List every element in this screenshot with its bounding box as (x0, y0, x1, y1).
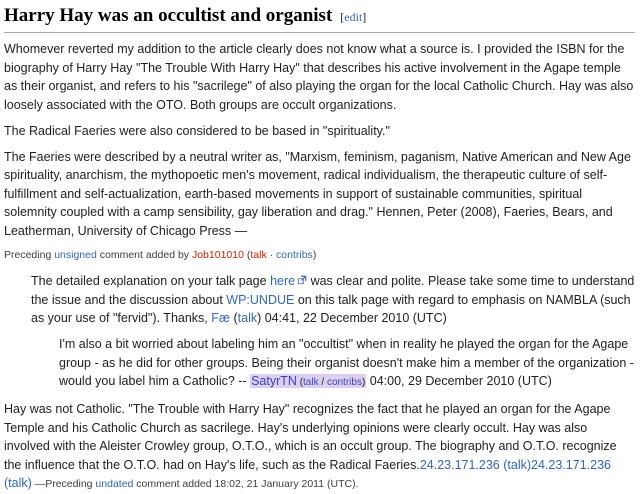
attribution-text: comment added by (96, 248, 192, 261)
section-heading (4, 5, 635, 33)
paren: ( (4, 476, 9, 490)
attribution-text: ) (312, 248, 317, 261)
talk-label: talk (8, 476, 28, 490)
external-link-icon (297, 272, 307, 291)
paren: ( (499, 457, 508, 472)
edit-bracket-close: ] (362, 10, 367, 24)
talk-link[interactable]: talk (250, 248, 267, 261)
talk-label: talk (507, 457, 527, 472)
paragraph-text: Whomever reverted my addition to the article clearly does not know what a source is. I provided the ISBN for the biography of Harry Hay "The Trouble With Harry Hay" that describes his active involvement in the Agape temple as their organist, and refers to his "sacrilege" of also playing the organ for the local Catholic Church. Hay was also loosely associated with the OTO. Both groups are occult organizations. (4, 42, 634, 112)
paragraph-text: Hay was not Catholic. "The Trouble with Harry Hay" recognizes the fact that he played an organ for the Agape Temple and his Catholic Church as sacrilege. Hay's underlying opinions were clearly occult. Hay was also involved with the Aleister Crowley group, O.T.O., which is an occult group. The biography and O.T.O. recognize the influence that the O.T.O. had on Hay's life, such as the Radical Faeries. (4, 402, 617, 472)
ip1-talk-link[interactable] (500, 458, 531, 472)
paragraph-text: The Radical Faeries were also considered to be based in "spirituality." (4, 123, 390, 138)
edit-section (340, 10, 366, 24)
satyrtn-signature (250, 374, 366, 388)
reply-text: The detailed explanation on your talk page (31, 274, 271, 288)
attribution-text: —Preceding (31, 478, 96, 490)
attribution-text: ( (243, 248, 251, 261)
satyrtn-contribs-link[interactable]: contribs (326, 377, 362, 388)
unsigned-attribution (4, 246, 635, 265)
paragraph-hay-not-catholic (4, 400, 635, 494)
sig-text: / (318, 377, 327, 388)
paragraph-text: The Faeries were described by a neutral writer as, "Marxism, feminism, paganism, Native American and New Age spirituality, anarchism, the mythopoetic men's movement, radical individualism, the therapeutic culture of self-fulfillment and self-actualization, earth-based movements in support of sustainable communities, spiritual solemnity coupled with a camp sensibility, gay liberation and drag." Hennen, Peter (2008), Faeries, Bears, and Leatherman, University of Chicago Press — (4, 149, 631, 238)
timestamp: ) 04:41, 22 December 2010 (UTC) (257, 311, 447, 325)
reply-text: was clear and polite. Please take some time to understand the issue and the discussion about (31, 274, 635, 307)
paragraph-radical-faeries (4, 122, 635, 141)
sig-text: ) (361, 377, 366, 388)
user-link-job101010[interactable]: Job101010 (191, 248, 244, 261)
reply-level-1 (31, 272, 635, 328)
undated-link[interactable]: undated (95, 478, 134, 490)
ip-link-2[interactable]: 24.23.171.236 (531, 457, 611, 472)
paragraph-faeries-description (4, 148, 635, 241)
paren: ) (526, 457, 532, 472)
wp-undue-link[interactable]: WP:UNDUE (226, 292, 295, 307)
reply-text: on this talk page with regard to emphasis on NAMBLA (such as your use of "fervid"). Thanks, (31, 292, 631, 325)
edit-link[interactable]: edit (344, 10, 363, 24)
here-external-link[interactable]: here (270, 274, 296, 288)
paragraph-source-complaint (4, 40, 635, 114)
undated-attribution (32, 478, 359, 490)
user-link-fae[interactable]: Fæ (211, 311, 230, 325)
timestamp: 04:00, 29 December 2010 (UTC) (366, 374, 552, 388)
ip-link-1[interactable]: 24.23.171.236 (419, 457, 500, 472)
ip2-talk-link[interactable] (4, 476, 32, 490)
user-link-satyrtn[interactable]: SatyrTN (251, 374, 297, 388)
reply-text: ( (230, 311, 238, 325)
signature-links (297, 377, 365, 388)
unsigned-link[interactable]: unsigned (54, 248, 97, 261)
sig-text: ( (296, 377, 304, 388)
edit-bracket-open: [ (340, 10, 345, 24)
section-title: Harry Hay was an occultist and organist (4, 5, 333, 26)
attribution-text: comment added 18:02, 21 January 2011 (UTC). (133, 478, 359, 490)
reply-level-2 (59, 335, 635, 393)
fae-talk-link[interactable]: talk (237, 311, 258, 325)
satyrtn-talk-link[interactable]: talk (303, 377, 319, 388)
reply-text: I'm also a bit worried about labeling him an "occultist" when in reality he played the organ for the Agape group - as he did for other groups. Being their organist doesn't make him a member of the organization - would you label him a Catholic? -- (59, 337, 634, 388)
paren: ) (27, 476, 32, 490)
separator: · (266, 248, 277, 261)
contribs-link[interactable]: contribs (276, 248, 313, 261)
attribution-text: Preceding (4, 248, 55, 261)
